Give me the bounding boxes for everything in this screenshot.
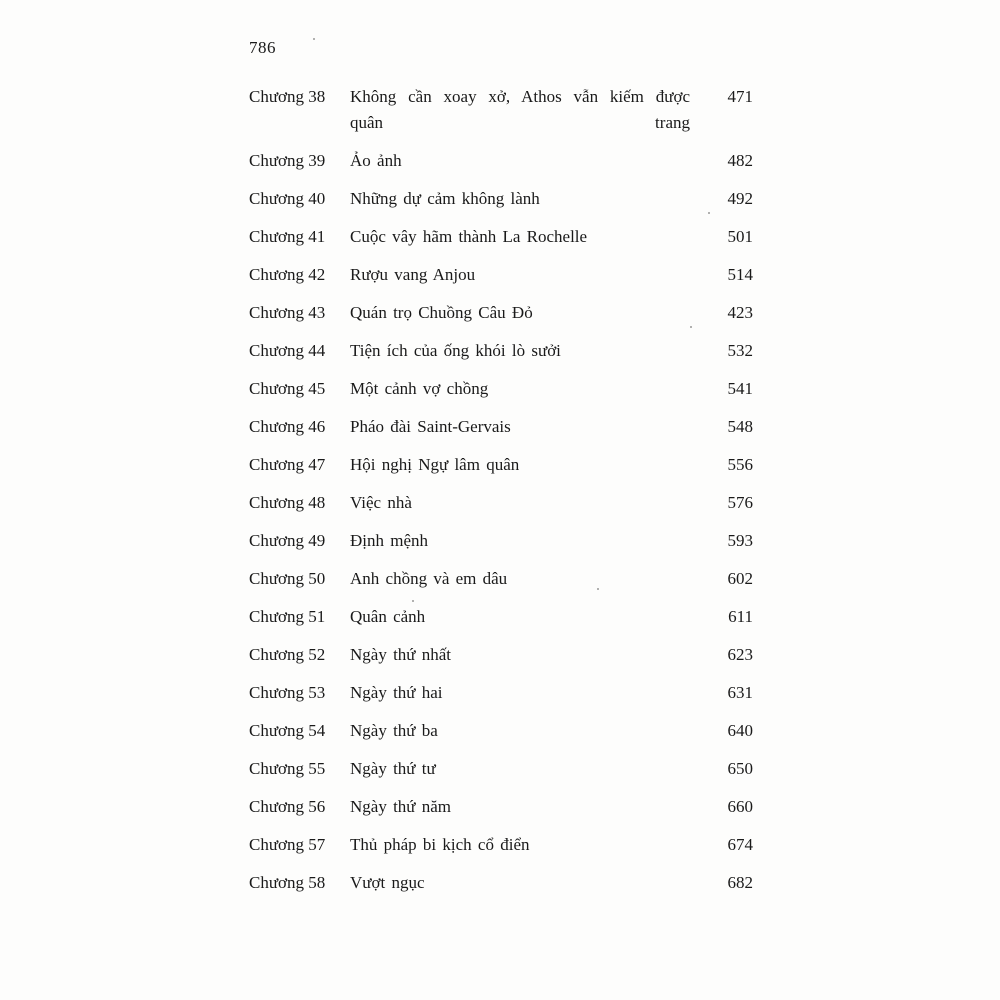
toc-entry	[249, 718, 753, 756]
toc-chapter-label: Chương 46	[249, 417, 326, 436]
toc-page-number: 611	[728, 607, 753, 626]
toc-entry	[249, 224, 753, 262]
toc-entry	[249, 452, 753, 490]
scan-speck	[690, 326, 692, 328]
toc-chapter-title: Ảo ảnh	[350, 151, 402, 170]
toc-title-line: quân trang	[350, 113, 690, 132]
toc-chapter-title: Ngày thứ hai	[350, 683, 443, 702]
toc-chapter-title: Rượu vang Anjou	[350, 265, 476, 284]
toc-entry	[249, 262, 753, 300]
toc-chapter-title	[350, 84, 690, 136]
toc-entry	[249, 566, 753, 604]
toc-page-number: 682	[727, 873, 753, 892]
toc-chapter-label: Chương 41	[249, 227, 326, 246]
toc-chapter-title: Quán trọ Chuồng Câu Đỏ	[350, 303, 533, 322]
toc-entry	[249, 528, 753, 566]
toc-chapter-title: Pháo đài Saint-Gervais	[350, 417, 511, 436]
toc-chapter-label: Chương 48	[249, 493, 326, 512]
toc-entry	[249, 186, 753, 224]
toc-entry	[249, 84, 753, 148]
toc-chapter-title: Thủ pháp bi kịch cổ điển	[350, 835, 530, 854]
toc-chapter-title: Vượt ngục	[350, 873, 425, 892]
toc-chapter-label: Chương 54	[249, 721, 326, 740]
toc-chapter-label: Chương 50	[249, 569, 326, 588]
toc-entry	[249, 338, 753, 376]
toc-page-number: 556	[727, 455, 753, 474]
toc-page-number: 631	[727, 683, 753, 702]
toc-page-number: 492	[727, 189, 753, 208]
scan-speck	[313, 38, 315, 40]
toc-page-number: 548	[727, 417, 753, 436]
toc-page-number: 482	[727, 151, 753, 170]
toc-chapter-label: Chương 49	[249, 531, 326, 550]
toc-page-number: 501	[727, 227, 753, 246]
toc-entry	[249, 756, 753, 794]
toc-page-number: 660	[727, 797, 753, 816]
toc-page-number: 674	[727, 835, 753, 854]
toc-chapter-label: Chương 47	[249, 455, 326, 474]
toc-chapter-label: Chương 42	[249, 265, 326, 284]
toc-entry	[249, 490, 753, 528]
toc-chapter-label: Chương 55	[249, 759, 326, 778]
toc-page-number: 541	[727, 379, 753, 398]
toc-entry	[249, 414, 753, 452]
toc-page-number: 602	[727, 569, 753, 588]
toc-page-number: 423	[727, 303, 753, 322]
toc-chapter-title: Ngày thứ tư	[350, 759, 436, 778]
toc-page-number: 471	[727, 87, 753, 106]
scan-speck	[412, 600, 414, 602]
toc-entry	[249, 300, 753, 338]
toc-chapter-title: Một cảnh vợ chồng	[350, 379, 489, 398]
toc-chapter-label: Chương 57	[249, 835, 326, 854]
toc-chapter-label: Chương 39	[249, 151, 326, 170]
toc-chapter-label: Chương 43	[249, 303, 326, 322]
toc-page-number: 514	[727, 265, 753, 284]
toc-chapter-label: Chương 45	[249, 379, 326, 398]
toc-chapter-label: Chương 58	[249, 873, 326, 892]
toc-chapter-title: Quân cảnh	[350, 607, 426, 626]
toc-chapter-label: Chương 51	[249, 607, 326, 626]
toc-title-line: Không cần xoay xở, Athos vẫn kiếm được	[350, 87, 690, 106]
toc-chapter-label: Chương 52	[249, 645, 326, 664]
toc-chapter-title: Ngày thứ ba	[350, 721, 438, 740]
toc-entry	[249, 148, 753, 186]
toc-chapter-title: Cuộc vây hãm thành La Rochelle	[350, 227, 588, 246]
toc-entry	[249, 794, 753, 832]
toc-entry	[249, 376, 753, 414]
toc-entry	[249, 832, 753, 870]
toc-chapter-title: Những dự cảm không lành	[350, 189, 540, 208]
toc-entry	[249, 870, 753, 908]
toc-entry	[249, 642, 753, 680]
scan-speck	[597, 588, 599, 590]
toc-chapter-title: Hội nghị Ngự lâm quân	[350, 455, 520, 474]
toc-chapter-title: Anh chồng và em dâu	[350, 569, 508, 588]
toc-page-number: 593	[727, 531, 753, 550]
toc-chapter-title: Ngày thứ năm	[350, 797, 452, 816]
toc-entry	[249, 604, 753, 642]
toc-chapter-title: Định mệnh	[350, 531, 429, 550]
toc-chapter-label: Chương 40	[249, 189, 326, 208]
toc-chapter-label: Chương 44	[249, 341, 326, 360]
toc-page-number: 640	[727, 721, 753, 740]
toc-page-number: 532	[727, 341, 753, 360]
toc-page-number: 650	[727, 759, 753, 778]
toc-page-number: 623	[727, 645, 753, 664]
scan-speck	[708, 212, 710, 214]
toc-chapter-title: Tiện ích của ống khói lò sưởi	[350, 341, 561, 360]
page-number: 786	[249, 38, 276, 57]
table-of-contents	[249, 84, 753, 908]
toc-chapter-label: Chương 53	[249, 683, 326, 702]
toc-chapter-title: Ngày thứ nhất	[350, 645, 452, 664]
toc-page-number: 576	[727, 493, 753, 512]
toc-chapter-label: Chương 56	[249, 797, 326, 816]
toc-chapter-title: Việc nhà	[350, 493, 412, 512]
toc-chapter-label: Chương 38	[249, 87, 326, 106]
toc-entry	[249, 680, 753, 718]
